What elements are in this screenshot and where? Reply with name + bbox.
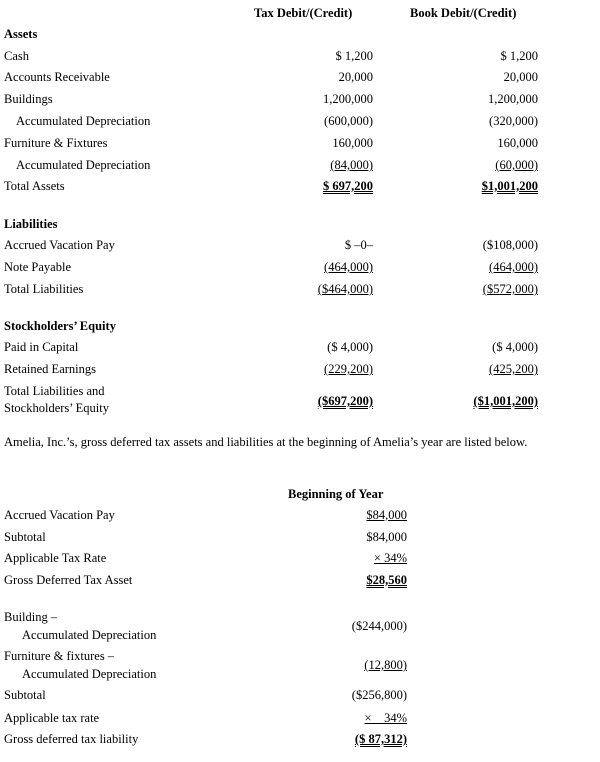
gross-deferred-tax-asset-label: Gross Deferred Tax Asset: [4, 573, 133, 587]
total-liab-equity-book: ($1,001,200): [473, 394, 538, 408]
tax-value: (229,200): [324, 362, 373, 376]
tax-value: $ 1,200: [335, 49, 373, 63]
book-value: 160,000: [497, 136, 538, 150]
total-assets-book: $1,001,200: [481, 179, 538, 193]
row-value: ($244,000): [351, 619, 407, 633]
total-assets-tax: $ 697,200: [323, 179, 373, 193]
row-label: Accrued Vacation Pay: [4, 508, 115, 522]
total-liabilities-book: ($572,000): [482, 282, 538, 296]
book-value: (425,200): [489, 362, 538, 376]
row-label: Buildings: [4, 92, 53, 106]
tax-value: (84,000): [330, 158, 373, 172]
book-value: (464,000): [489, 260, 538, 274]
row-value: × 34%: [364, 711, 407, 725]
row-label: Accumulated Depreciation: [16, 158, 151, 172]
row-label-line1: Building –: [4, 610, 58, 624]
row-label: Cash: [4, 49, 29, 63]
row-label-line2: Accumulated Depreciation: [22, 628, 157, 642]
row-label: Accumulated Depreciation: [16, 114, 151, 128]
intro-paragraph: Amelia, Inc.’s, gross deferred tax assets and liabilities at the beginning of Amelia’s year are listed below.: [4, 435, 528, 449]
tax-value: ($ 4,000): [327, 340, 373, 354]
total-liabilities-label: Total Liabilities: [4, 282, 84, 296]
row-label: Subtotal: [4, 530, 46, 544]
row-label: Note Payable: [4, 260, 71, 274]
total-liab-equity-label-line2: Stockholders’ Equity: [4, 401, 109, 415]
book-column-header: Book Debit/(Credit): [410, 6, 517, 20]
row-label: Paid in Capital: [4, 340, 79, 354]
book-value: (320,000): [489, 114, 538, 128]
book-value: (60,000): [495, 158, 538, 172]
tax-value: 160,000: [332, 136, 373, 150]
tax-column-header: Tax Debit/(Credit): [254, 6, 353, 20]
liabilities-heading: Liabilities: [4, 217, 58, 231]
tax-value: (600,000): [324, 114, 373, 128]
total-assets-label: Total Assets: [4, 179, 65, 193]
row-label: Retained Earnings: [4, 362, 96, 376]
gross-deferred-tax-liability-label: Gross deferred tax liability: [4, 732, 139, 746]
tax-value: 1,200,000: [323, 92, 373, 106]
book-value: $ 1,200: [500, 49, 538, 63]
total-liab-equity-label-line1: Total Liabilities and: [4, 384, 105, 398]
equity-heading: Stockholders’ Equity: [4, 319, 116, 333]
row-label-line2: Accumulated Depreciation: [22, 667, 157, 681]
row-label: Subtotal: [4, 688, 46, 702]
row-value: (12,800): [364, 658, 407, 672]
book-value: 1,200,000: [488, 92, 538, 106]
tax-value: 20,000: [338, 70, 373, 84]
gross-deferred-tax-asset-value: $28,560: [366, 573, 407, 587]
tax-value: (464,000): [324, 260, 373, 274]
row-value: $84,000: [366, 508, 407, 522]
book-value: ($108,000): [482, 238, 538, 252]
row-label: Accrued Vacation Pay: [4, 238, 115, 252]
total-liab-equity-tax: ($697,200): [317, 394, 373, 408]
book-value: 20,000: [503, 70, 538, 84]
total-liabilities-tax: ($464,000): [317, 282, 373, 296]
row-label: Applicable Tax Rate: [4, 551, 107, 565]
assets-heading: Assets: [4, 27, 38, 41]
tax-value: $ –0–: [344, 238, 373, 252]
row-value: × 34%: [373, 551, 407, 565]
book-value: ($ 4,000): [492, 340, 538, 354]
gross-deferred-tax-liability-value: ($ 87,312): [354, 732, 407, 746]
row-value: ($256,800): [351, 688, 407, 702]
row-label: Accounts Receivable: [4, 70, 110, 84]
row-label: Furniture & Fixtures: [4, 136, 108, 150]
row-value: $84,000: [366, 530, 407, 544]
beginning-of-year-header: Beginning of Year: [288, 487, 384, 501]
row-label: Applicable tax rate: [4, 711, 100, 725]
row-label-line1: Furniture & fixtures –: [4, 649, 115, 663]
